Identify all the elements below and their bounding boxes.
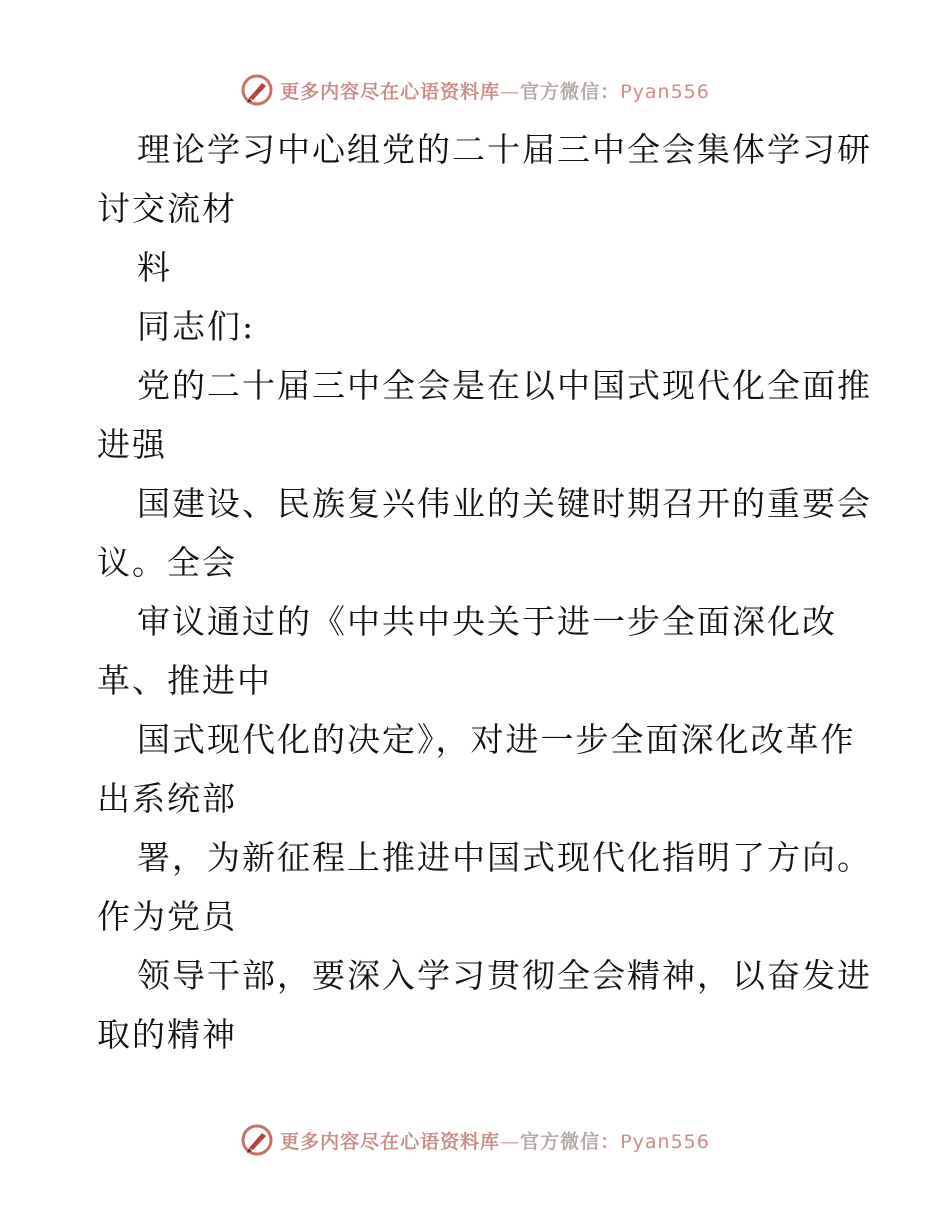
pen-logo-icon: [240, 1123, 274, 1157]
watermark-separator: —: [500, 80, 521, 103]
paragraph-line: 署，为新征程上推进中国式现代化指明了方向。: [137, 838, 872, 877]
paragraph-line: 国建设、民族复兴伟业的关键时期召开的重要会: [137, 484, 872, 523]
watermark-separator: —: [500, 1130, 521, 1153]
paragraph-line: 审议通过的《中共中央关于进一步全面深化改: [137, 602, 837, 641]
paragraph-line: 作为党员: [97, 897, 237, 936]
title-line-2: 讨交流材: [97, 189, 237, 228]
salutation: 同志们:: [137, 307, 256, 346]
paragraph-line: 议。全会: [97, 543, 237, 582]
pen-logo-icon: [240, 73, 274, 107]
watermark-wechat-id: Pyan556: [620, 1130, 710, 1153]
footer-watermark: [0, 1120, 950, 1160]
paragraph-line: 领导干部，要深入学习贯彻全会精神，以奋发进: [137, 956, 872, 995]
paragraph-line: 取的精神: [97, 1015, 237, 1054]
title-line-1: 理论学习中心组党的二十届三中全会集体学习研: [137, 130, 872, 169]
watermark-label: 官方微信：: [520, 80, 621, 103]
paragraph-line: 革、推进中: [97, 661, 272, 700]
title-line-3: 料: [137, 248, 172, 287]
header-watermark: [0, 70, 950, 110]
watermark-brand: 更多内容尽在心语资料库: [280, 1130, 501, 1153]
watermark-text: [280, 1127, 710, 1154]
watermark-brand: 更多内容尽在心语资料库: [280, 80, 501, 103]
document-body: [97, 120, 872, 1064]
paragraph-line: 进强: [97, 425, 167, 464]
paragraph-line: 党的二十届三中全会是在以中国式现代化全面推: [137, 366, 872, 405]
paragraph-line: 国式现代化的决定》，对进一步全面深化改革作: [137, 720, 856, 759]
paragraph-line: 出系统部: [97, 779, 237, 818]
watermark-wechat-id: Pyan556: [620, 80, 710, 103]
watermark-text: [280, 77, 710, 104]
watermark-label: 官方微信：: [520, 1130, 621, 1153]
